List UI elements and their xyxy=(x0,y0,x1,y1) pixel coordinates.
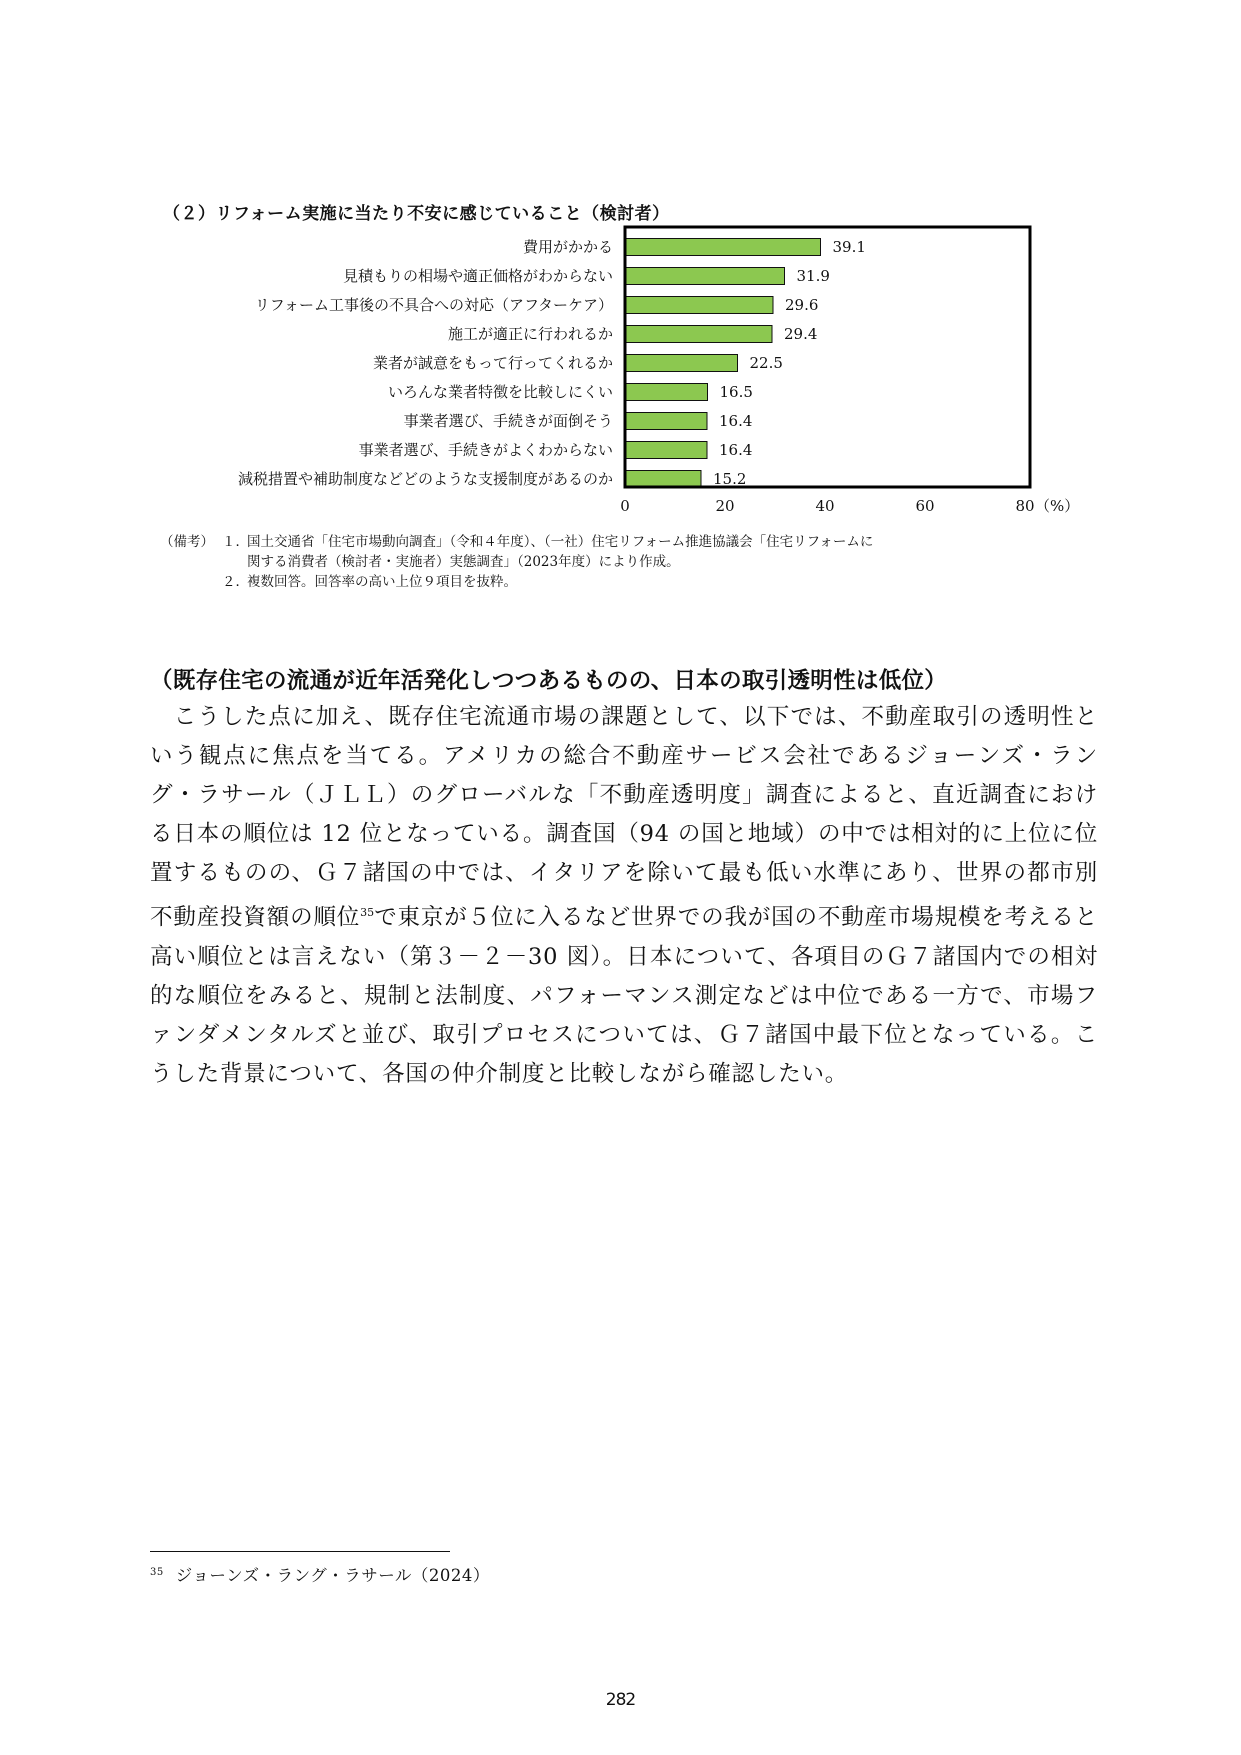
category-label: 見積もりの相場や適正価格がわからない xyxy=(342,267,613,285)
category-label: 減税措置や補助制度などどのような支援制度があるのか xyxy=(237,470,613,488)
data-label: 16.4 xyxy=(719,412,753,430)
bar xyxy=(625,413,707,430)
bar xyxy=(625,355,738,372)
footnote-number: 35 xyxy=(150,1566,164,1578)
bar xyxy=(625,384,708,401)
footnote-text: ジョーンズ・ラング・ラサール（2024） xyxy=(175,1566,490,1585)
bar xyxy=(625,297,773,314)
note-text: 国土交通省「住宅市場動向調査」（令和４年度）、（一社）住宅リフォーム推進協議会「住宅リフォームに xyxy=(247,534,874,550)
bar xyxy=(625,326,772,343)
note-row-2 xyxy=(160,572,873,592)
data-label: 22.5 xyxy=(749,354,783,372)
note-row-1-cont xyxy=(160,552,873,572)
bar xyxy=(625,268,785,285)
x-tick-label: 20 xyxy=(715,497,735,515)
category-label: 事業者選び、手続きが面倒そう xyxy=(403,412,613,430)
note-text: 関する消費者（検討者・実施者）実態調査」（2023年度）により作成。 xyxy=(247,554,680,570)
body-paragraph xyxy=(150,698,1098,1094)
bar-chart xyxy=(150,222,1090,522)
x-tick-label: 60 xyxy=(915,497,935,515)
note-number: １． xyxy=(222,534,249,550)
note-text: 複数回答。回答率の高い上位９項目を抜粋。 xyxy=(247,574,517,590)
chart-notes xyxy=(160,532,873,592)
section-heading: （既存住宅の流通が近年活発化しつつあるものの、日本の取引透明性は低位） xyxy=(150,668,948,694)
data-label: 29.4 xyxy=(784,325,818,343)
category-label: 業者が誠意をもって行ってくれるか xyxy=(372,354,613,372)
x-tick-label: 40 xyxy=(815,497,835,515)
notes-lead: （備考） xyxy=(160,534,214,550)
footnote xyxy=(150,1562,490,1586)
body-text-part2: で東京が５位に入るなど世界での我が国の不動産市場規模を考えると高い順位とは言えない（第３－２－30 図）。日本について、各項目のＧ７諸国内での相対的な順位をみると、規制と法制度、パフォーマンス測定などは中位である一方で、市場ファンダメンタルズと並び、取引プロセスについては、Ｇ７諸国中最下位となっている。こうした背景について、各国の仲介制度と比較しながら確認したい。 xyxy=(150,904,1098,1087)
footnote-divider xyxy=(150,1551,450,1552)
category-label: いろんな業者特徴を比較しにくい xyxy=(387,383,613,401)
bar xyxy=(625,471,701,488)
footnote-ref: 35 xyxy=(360,906,375,919)
data-label: 15.2 xyxy=(713,470,747,488)
body-text-part1: こうした点に加え、既存住宅流通市場の課題として、以下では、不動産取引の透明性という観点に焦点を当てる。アメリカの総合不動産サービス会社であるジョーンズ・ラング・ラサール（ＪＬＬ）のグローバルな「不動産透明度」調査によると、直近調査における日本の順位は 12 位となっている。調査国（94 の国と地域）の中では相対的に上位に位置するものの、Ｇ７諸国の中では、イタリアを除いて最も低い水準にあり、世界の都市別不動産投資額の順位 xyxy=(150,704,1098,931)
x-tick-label: 0 xyxy=(620,497,630,515)
category-label: 施工が適正に行われるか xyxy=(447,325,613,343)
note-row-1 xyxy=(160,532,873,552)
bar xyxy=(625,239,821,256)
note-number: ２． xyxy=(222,574,249,590)
bar xyxy=(625,442,707,459)
category-label: リフォーム工事後の不具合への対応（アフターケア） xyxy=(254,296,613,314)
data-label: 39.1 xyxy=(832,238,866,256)
data-label: 29.6 xyxy=(785,296,819,314)
data-label: 31.9 xyxy=(796,267,830,285)
data-label: 16.5 xyxy=(719,383,753,401)
x-tick-label: 80 xyxy=(1015,497,1035,515)
category-label: 事業者選び、手続きがよくわからない xyxy=(358,441,613,459)
chart-title: （２）リフォーム実施に当たり不安に感じていること（検討者） xyxy=(163,204,670,224)
data-label: 16.4 xyxy=(719,441,753,459)
category-label: 費用がかかる xyxy=(522,238,613,256)
page-number: 282 xyxy=(605,1690,636,1710)
x-unit-label: （%） xyxy=(1035,497,1080,515)
